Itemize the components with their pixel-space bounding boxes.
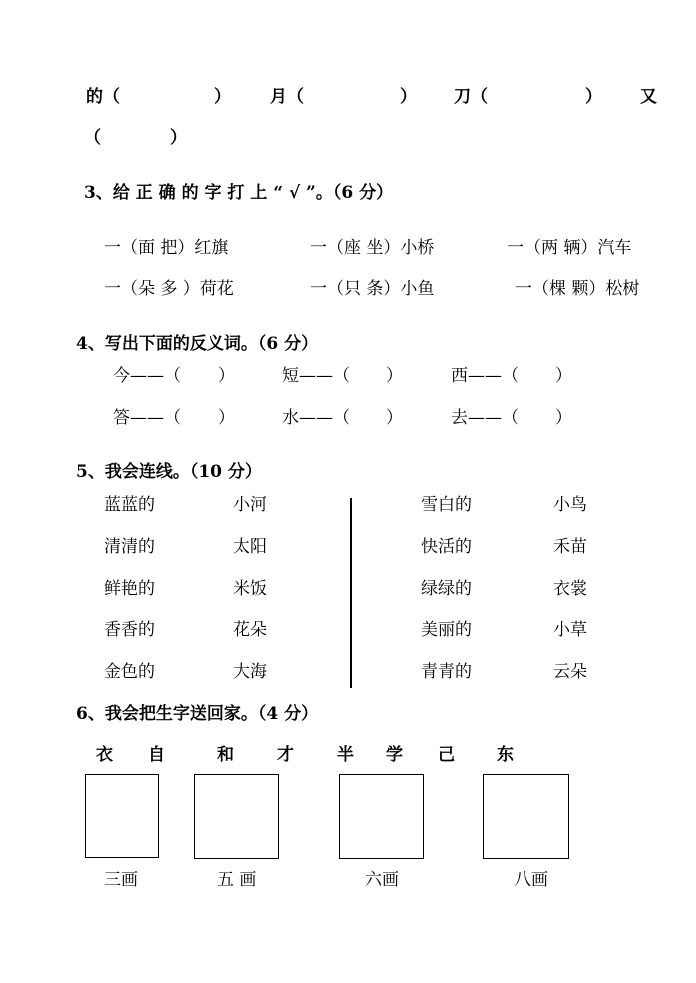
match-adjective[interactable]: 青青的 bbox=[421, 662, 472, 682]
antonym-blank-close: ） bbox=[218, 366, 235, 386]
match-noun[interactable]: 花朵 bbox=[233, 620, 267, 640]
antonym-prompt: 今——（ bbox=[113, 366, 181, 386]
match-noun[interactable]: 米饭 bbox=[233, 579, 267, 599]
blank-close: ） bbox=[400, 87, 417, 107]
match-noun[interactable]: 小鸟 bbox=[553, 495, 587, 515]
match-adjective[interactable]: 美丽的 bbox=[421, 620, 472, 640]
q3-option[interactable]: 一（两 辆）汽车 bbox=[507, 238, 632, 258]
match-noun[interactable]: 小草 bbox=[553, 620, 587, 640]
character-item[interactable]: 衣 bbox=[96, 745, 113, 765]
antonym-prompt: 水——（ bbox=[282, 408, 350, 428]
match-noun[interactable]: 小河 bbox=[233, 495, 267, 515]
answer-box-five-strokes[interactable] bbox=[194, 774, 279, 859]
character-item[interactable]: 自 bbox=[148, 745, 165, 765]
char-dao-blank-open: 刀（ bbox=[454, 87, 488, 107]
character-item[interactable]: 己 bbox=[438, 745, 455, 765]
stroke-count-label: 五 画 bbox=[217, 870, 257, 890]
match-adjective[interactable]: 蓝蓝的 bbox=[104, 495, 155, 515]
match-adjective[interactable]: 鲜艳的 bbox=[104, 579, 155, 599]
stroke-count-label: 八画 bbox=[514, 870, 548, 890]
character-item[interactable]: 和 bbox=[217, 745, 234, 765]
antonym-blank-close: ） bbox=[386, 408, 403, 428]
blank-close: ） bbox=[170, 128, 187, 148]
stroke-count-label: 三画 bbox=[104, 870, 138, 890]
match-noun[interactable]: 禾苗 bbox=[553, 537, 587, 557]
answer-box-six-strokes[interactable] bbox=[339, 774, 424, 859]
antonym-prompt: 答——（ bbox=[113, 408, 181, 428]
match-adjective[interactable]: 清清的 bbox=[104, 537, 155, 557]
char-you: 又 bbox=[640, 87, 657, 107]
answer-box-eight-strokes[interactable] bbox=[483, 774, 569, 859]
match-noun[interactable]: 云朵 bbox=[553, 662, 587, 682]
character-item[interactable]: 半 bbox=[337, 745, 354, 765]
match-adjective[interactable]: 香香的 bbox=[104, 620, 155, 640]
answer-box-three-strokes[interactable] bbox=[85, 774, 159, 858]
blank-close: ） bbox=[585, 87, 602, 107]
character-item[interactable]: 学 bbox=[386, 745, 403, 765]
q4-title: 4、写出下面的反义词。（6 分） bbox=[76, 334, 319, 354]
antonym-blank-close: ） bbox=[386, 366, 403, 386]
q3-option[interactable]: 一（座 坐）小桥 bbox=[310, 238, 435, 258]
antonym-blank-close: ） bbox=[555, 366, 572, 386]
q5-title: 5、我会连线。（10 分） bbox=[76, 462, 262, 482]
stroke-count-label: 六画 bbox=[365, 870, 399, 890]
match-adjective[interactable]: 快活的 bbox=[421, 537, 472, 557]
character-item[interactable]: 才 bbox=[277, 745, 294, 765]
blank-close: ） bbox=[214, 87, 231, 107]
match-noun[interactable]: 衣裳 bbox=[553, 579, 587, 599]
antonym-blank-close: ） bbox=[218, 408, 235, 428]
column-divider bbox=[350, 498, 352, 688]
q6-title: 6、我会把生字送回家。（4 分） bbox=[76, 704, 319, 724]
antonym-prompt: 去——（ bbox=[451, 408, 519, 428]
antonym-blank-close: ） bbox=[555, 408, 572, 428]
match-adjective[interactable]: 金色的 bbox=[104, 662, 155, 682]
q3-option[interactable]: 一（面 把）红旗 bbox=[104, 238, 229, 258]
antonym-prompt: 西——（ bbox=[451, 366, 519, 386]
match-adjective[interactable]: 雪白的 bbox=[421, 495, 472, 515]
match-noun[interactable]: 大海 bbox=[233, 662, 267, 682]
match-noun[interactable]: 太阳 bbox=[233, 537, 267, 557]
q3-option[interactable]: 一（朵 多 ）荷花 bbox=[104, 279, 234, 299]
char-yue-blank-open: 月（ bbox=[270, 87, 304, 107]
q3-option[interactable]: 一（棵 颗）松树 bbox=[515, 279, 640, 299]
character-item[interactable]: 东 bbox=[497, 745, 514, 765]
q3-title: 3、给 正 确 的 字 打 上 “ √ ”。（6 分） bbox=[84, 183, 394, 203]
q3-option[interactable]: 一（只 条）小鱼 bbox=[310, 279, 435, 299]
antonym-prompt: 短——（ bbox=[282, 366, 350, 386]
match-adjective[interactable]: 绿绿的 bbox=[421, 579, 472, 599]
blank-open: （ bbox=[84, 128, 101, 148]
char-de-blank-open: 的（ bbox=[86, 87, 120, 107]
